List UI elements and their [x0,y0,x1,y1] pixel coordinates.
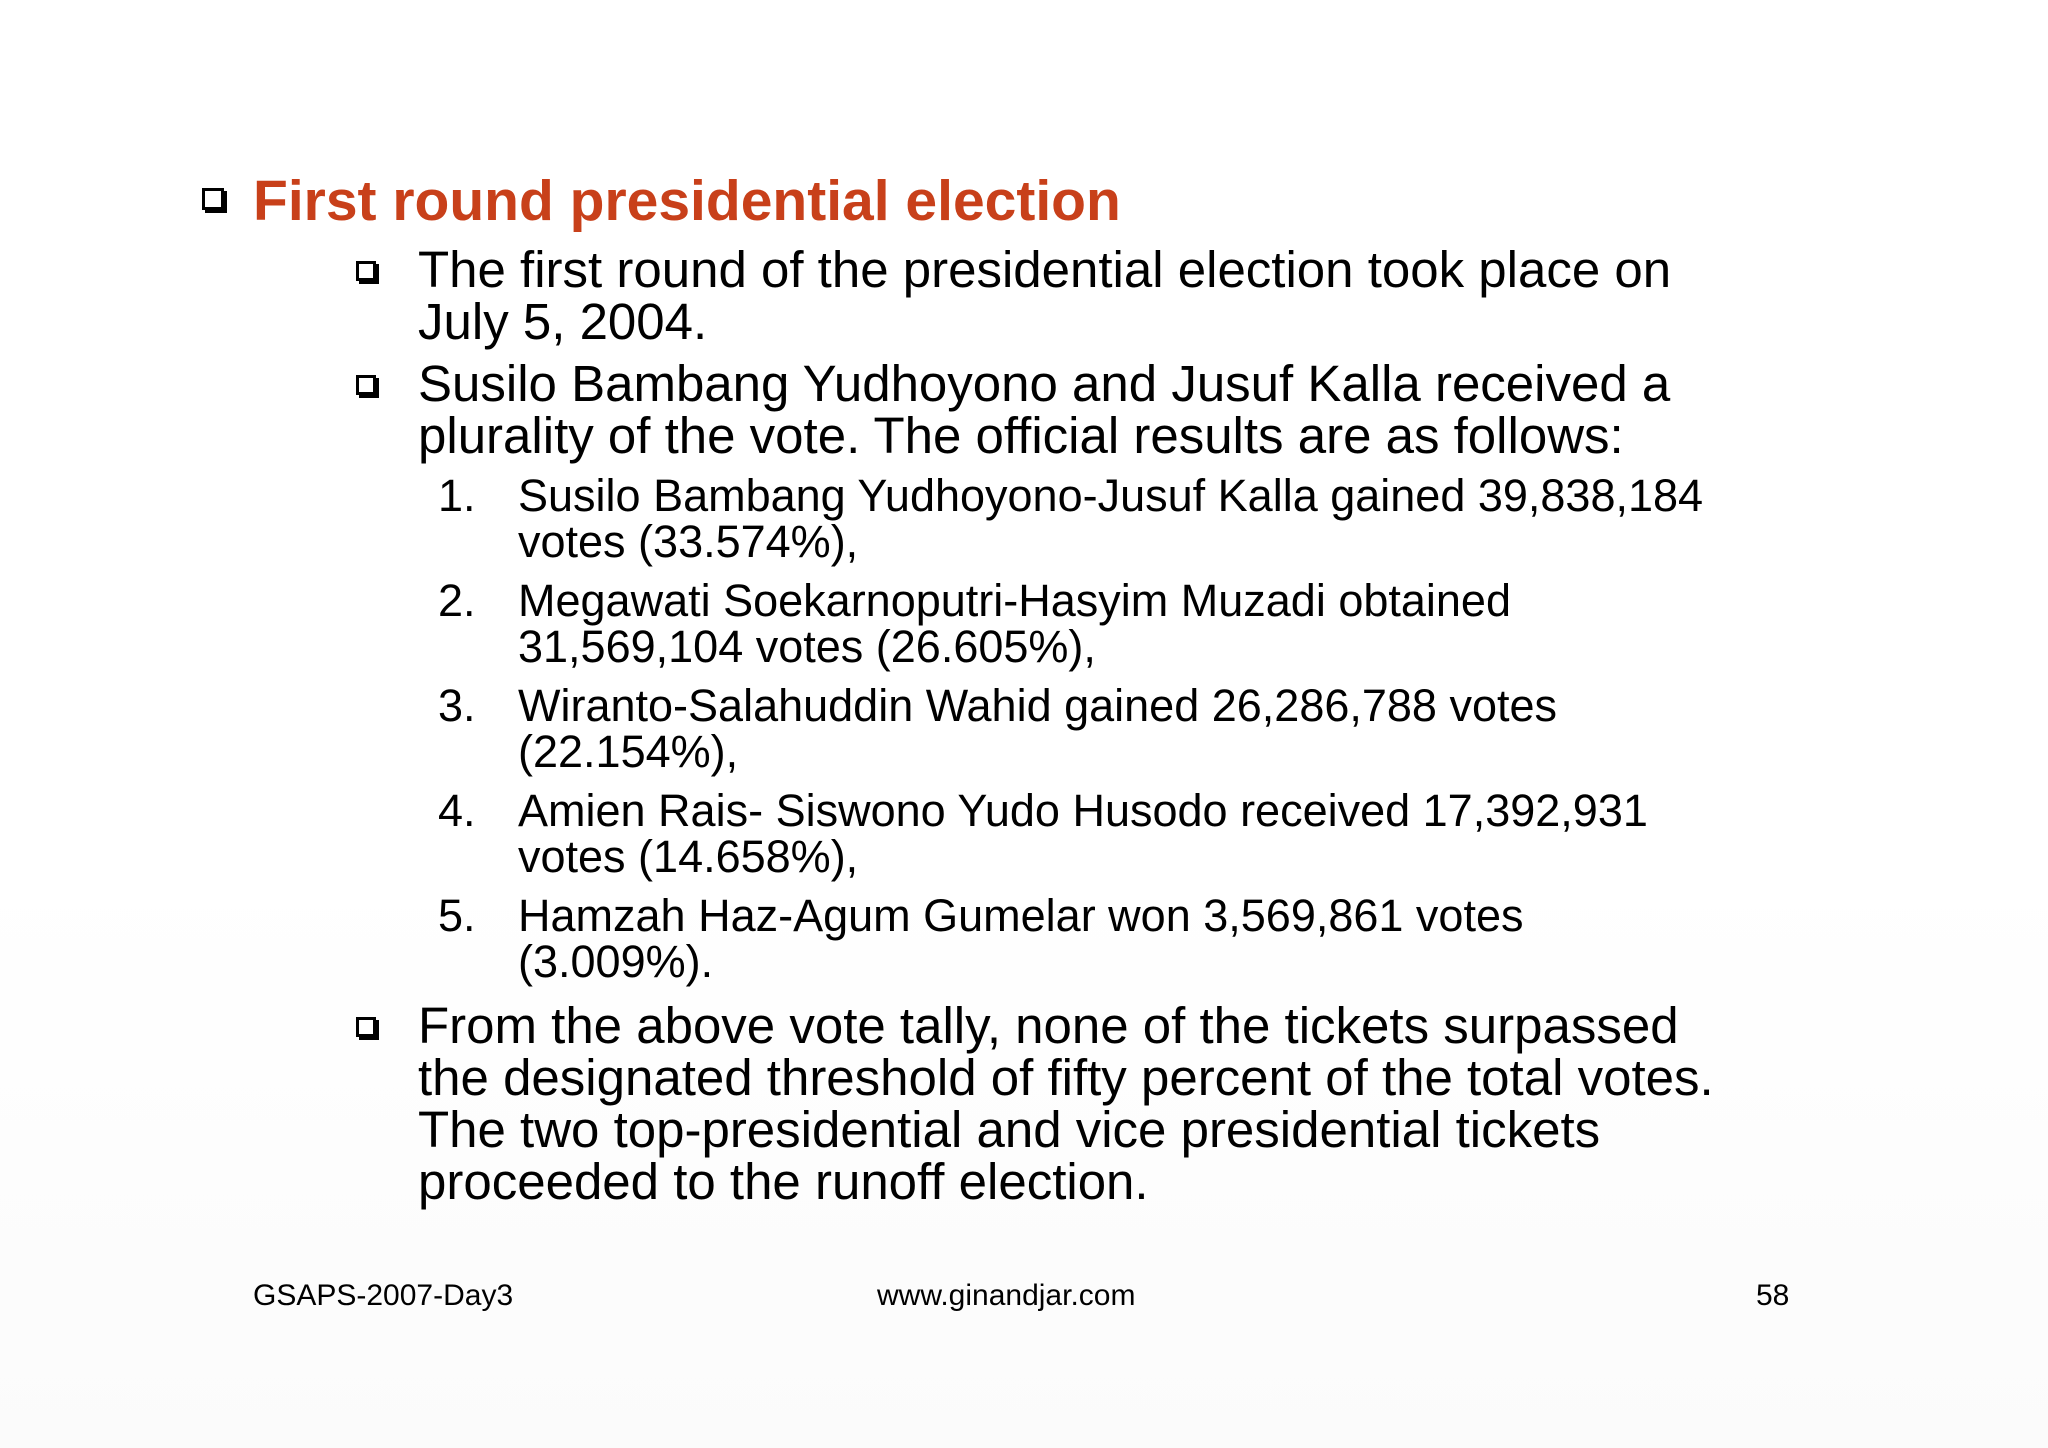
bullet-text-line: proceeded to the runoff election. [418,1153,1149,1210]
hollow-square-bullet-icon [356,375,376,395]
slide-heading [253,166,1121,236]
result-number: 3. [438,680,476,731]
page-number: 58 [1756,1279,1790,1312]
result-text-line: votes (14.658%), [518,831,859,882]
result-text-line: Megawati Soekarnoputri-Hasyim Muzadi obtained [518,575,1511,626]
result-item [438,470,1818,567]
bullet-item-election-date [418,241,1818,350]
hollow-square-bullet-icon [356,261,376,281]
result-item [438,890,1818,987]
result-text-line: (22.154%), [518,726,739,777]
result-text-line: Amien Rais- Siswono Yudo Husodo received 17,392,931 [518,785,1648,836]
bullet-text-line: The two top-presidential and vice presidential tickets [418,1101,1601,1158]
hollow-square-bullet-icon [356,1017,376,1037]
bullet-text-line: Susilo Bambang Yudhoyono and Jusuf Kalla received a [418,355,1671,412]
page-title: First round presidential election [253,169,1121,233]
result-text-line: votes (33.574%), [518,516,859,567]
result-text-line: Susilo Bambang Yudhoyono-Jusuf Kalla gained 39,838,184 [518,470,1704,521]
result-text-line: Wiranto-Salahuddin Wahid gained 26,286,788 votes [518,680,1558,731]
result-text-line: 31,569,104 votes (26.605%), [518,621,1096,672]
bullet-text-line: From the above vote tally, none of the tickets surpassed [418,997,1679,1054]
result-item [438,680,1818,777]
bullet-text-line: July 5, 2004. [418,293,708,350]
bullet-text-line: plurality of the vote. The official results are as follows: [418,407,1624,464]
result-number: 1. [438,470,476,521]
result-number: 5. [438,890,476,941]
bullet-item-plurality [418,355,1818,464]
result-item [438,785,1818,882]
footer-website-text: www.ginandjar.com [877,1279,1136,1312]
footer-left-text: GSAPS-2007-Day3 [253,1279,514,1312]
bullet-text-line: The first round of the presidential election took place on [418,241,1672,298]
hollow-square-bullet-icon [202,188,224,210]
bullet-item-conclusion [418,997,1818,1210]
bullet-text-line: the designated threshold of fifty percent of the total votes. [418,1049,1714,1106]
result-text-line: Hamzah Haz-Agum Gumelar won 3,569,861 votes [518,890,1524,941]
result-number: 2. [438,575,476,626]
result-number: 4. [438,785,476,836]
result-item [438,575,1818,672]
result-text-line: (3.009%). [518,936,714,987]
